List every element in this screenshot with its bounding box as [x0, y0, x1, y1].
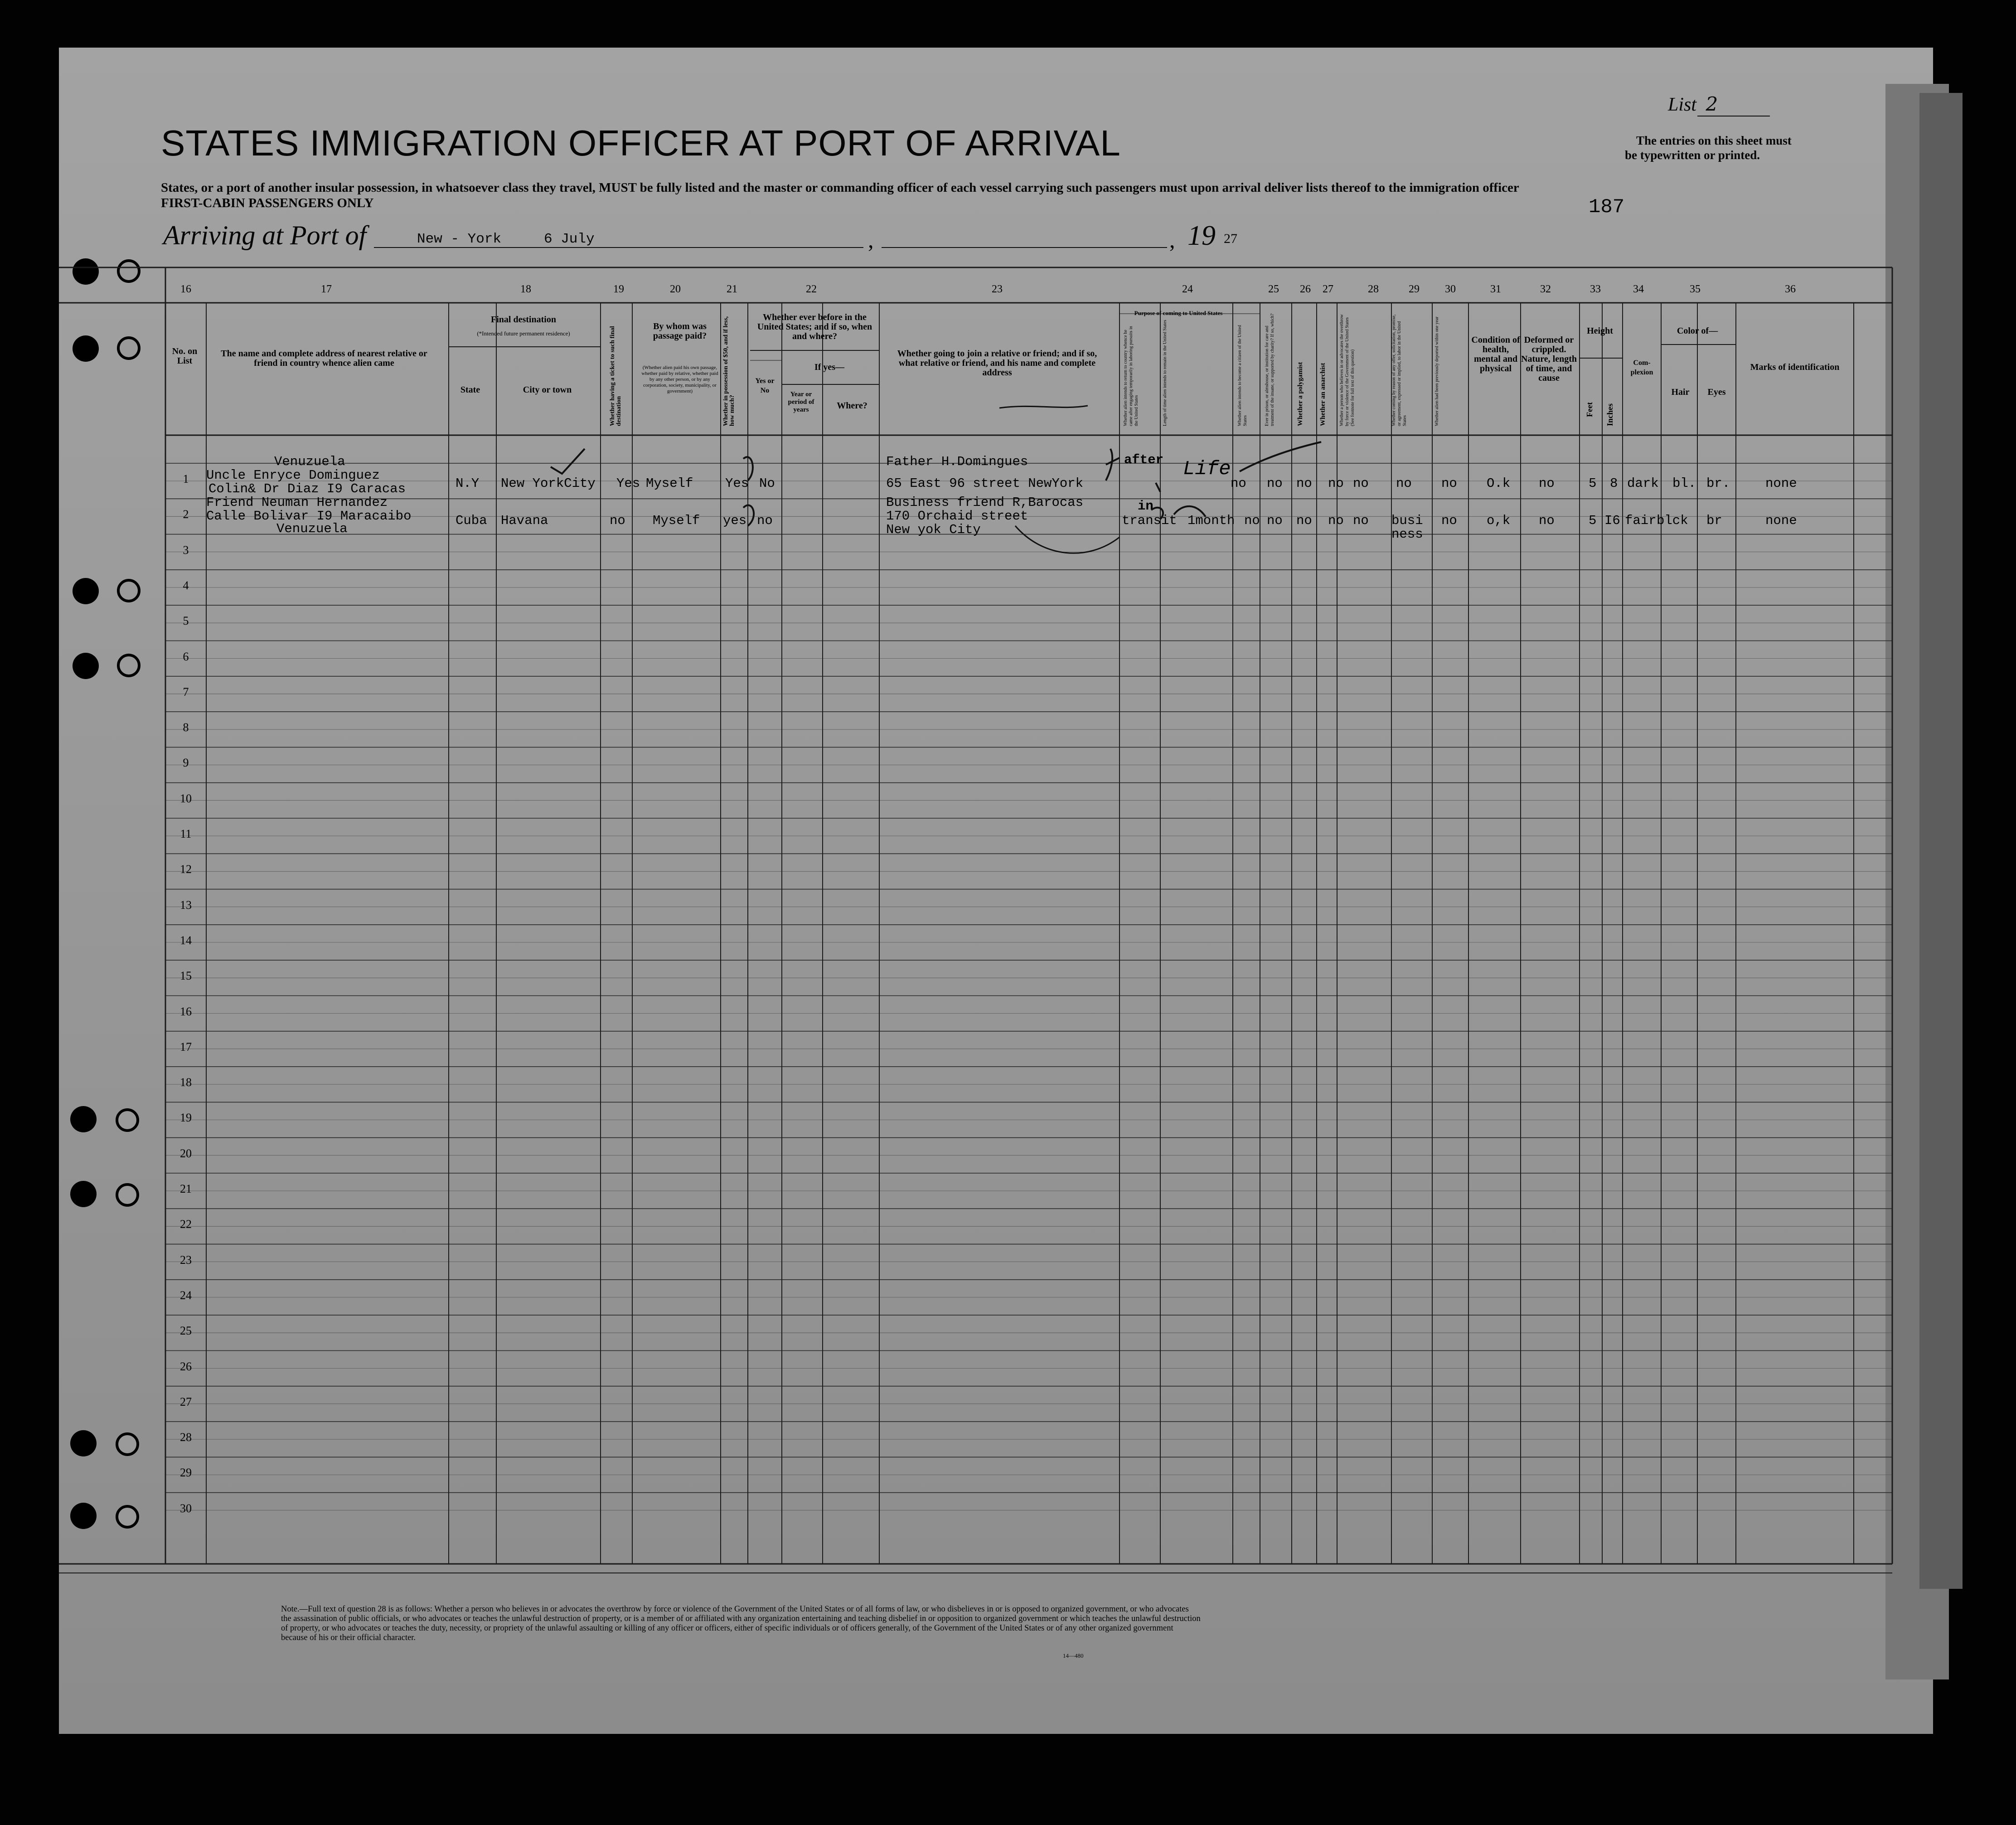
class-line: FIRST-CABIN PASSENGERS ONLY	[161, 196, 374, 210]
row-1-before: No	[759, 476, 775, 491]
header-offer: Whether coming by reason of any offer, solicitation, promise, or agreement, expressed or implied, to labor in the United States	[1391, 314, 1407, 426]
row-2-inches: I6	[1604, 513, 1620, 528]
col-num: 32	[1540, 283, 1551, 295]
row-2-purpose-a2: transit	[1122, 513, 1177, 528]
header-passage-paid-sub: (Whether alien paid his own passage, whether paid by relative, whether paid by any other person, or by any corporation, society, municipality, or government)	[641, 365, 718, 394]
typed-note-2: be typewritten or printed.	[1625, 148, 1760, 162]
col-num: 18	[520, 283, 531, 295]
col-num: 30	[1445, 283, 1456, 295]
row-number: 6	[183, 650, 189, 663]
row-1-complexion: dark	[1627, 476, 1659, 491]
row-2-ticket: no	[610, 513, 625, 528]
row-2-purpose-b: 1month	[1187, 513, 1235, 528]
row-number: 30	[180, 1501, 192, 1515]
row-2-join-name: Business friend R,Barocas	[886, 495, 1084, 510]
row-2-state: Cuba	[456, 513, 487, 528]
row-number: 10	[180, 791, 192, 805]
row-1-possession: Yes	[725, 476, 749, 491]
row-2-prison: no	[1267, 513, 1283, 528]
row-1-anarchist: no	[1328, 476, 1344, 491]
row-number: 27	[180, 1395, 192, 1408]
list-label: List 2	[1668, 93, 1718, 115]
row-number: 14	[180, 933, 192, 947]
row-2-join-city: New yok City	[886, 522, 981, 537]
row-1-relative: Uncle Enryce Dominguez	[206, 468, 380, 483]
row-1-eyes: br.	[1706, 476, 1730, 491]
row-number: 25	[180, 1324, 192, 1338]
col-num: 29	[1409, 283, 1420, 295]
row-2-deported: no	[1441, 513, 1457, 528]
row-2-eyes: br	[1706, 513, 1722, 528]
col-num: 16	[180, 283, 191, 295]
row-2-join-address: 170 Orchaid street	[886, 509, 1028, 524]
page-number: 187	[1589, 196, 1625, 218]
row-number: 29	[180, 1466, 192, 1480]
row-1-deformed: no	[1539, 476, 1555, 491]
col-num: 22	[806, 283, 817, 295]
port-value: New - York	[417, 231, 502, 247]
row-number: 5	[183, 614, 189, 628]
row-number: 19	[180, 1111, 192, 1125]
row-number: 8	[183, 721, 189, 734]
header-deformed: Deformed or crippled. Nature, length of time, and cause	[1521, 335, 1577, 383]
header-hair: Hair	[1671, 387, 1690, 397]
header-nearest-relative: The name and complete address of nearest relative or friend in country whence alien came	[221, 349, 427, 368]
header-if-yes: If yes—	[814, 362, 845, 372]
header-ticket: Whether having a ticket to such final destination	[609, 326, 622, 426]
row-2-purpose-c: no	[1244, 513, 1260, 528]
row-number: 11	[180, 827, 192, 840]
row-2-possession: yes	[723, 513, 747, 528]
comma-2: ,	[1169, 227, 1175, 252]
row-number: 20	[180, 1146, 192, 1160]
header-purpose-a: Whether alien intends to return to country whence he came after engaging temporarily in laboring pursuits in the United States	[1123, 326, 1139, 426]
header-purpose-c: Whether alien intends to become a citizen of the United States	[1237, 325, 1248, 426]
header-before-in-us: Whether ever before in the United States; and if so, when and where?	[757, 312, 872, 341]
row-1-health: O.k	[1487, 476, 1511, 491]
row-number: 26	[180, 1359, 192, 1373]
row-1-offer: no	[1396, 476, 1412, 491]
col-num: 25	[1268, 283, 1279, 295]
row-1-paid-by: Myself	[646, 476, 693, 491]
col-num: 17	[321, 283, 332, 295]
footnote: Note.—Full text of question 28 is as follows: Whether a person who believes in or advocates the overthrow by force or violence of the Government of the United States or of all forms of law, or who disbelieves in or is opposed to organized government, or who advocates the assassination of public officials, or who advocates or teaches the unlawful destruction of property, or is a member of or affiliated with any organization entertaining and teaching disbelief in or opposition to organized government or which teaches the unlawful destruction of property, or who advocates or teaches the duty, necessity, or propriety of the unlawful assaulting or killing of any officer or officers, either of specific individuals or of officers generally, of the Government of the United States or of any other organized government because of his or their official character.	[281, 1605, 1201, 1642]
row-1-relative-address: Colin& Dr Diaz I9 Caracas	[208, 481, 406, 496]
col-num: 24	[1182, 283, 1193, 295]
row-2-purpose-a: in	[1138, 499, 1153, 514]
row-1-city: New YorkCity	[501, 476, 596, 491]
row-number: 4	[183, 578, 189, 592]
row-2-overthrow: no	[1353, 513, 1369, 528]
row-2-polygamist: no	[1296, 513, 1312, 528]
row-1-purpose-b: Life	[1183, 458, 1231, 481]
header-anarchist: Whether an anarchist	[1319, 363, 1327, 426]
header-overthrow: Whether a person who believes in or advocates the overthrow by force or violence of the Government of the United States (See footnote for full text of this question)	[1339, 314, 1355, 426]
header-final-destination-sub: (*Intended future permanent residence)	[477, 330, 570, 337]
row-1-marks: none	[1765, 476, 1797, 491]
header-height: Height	[1587, 326, 1613, 336]
row-2-complexion: fair	[1625, 513, 1657, 528]
col-num: 33	[1590, 283, 1601, 295]
row-2-marks: none	[1765, 513, 1797, 528]
year-prefix: 19	[1187, 220, 1216, 251]
col-num: 23	[992, 283, 1003, 295]
header-prison: Ever in prison, or almshouse, or institution for care and treatment of the insane, or supported by charity? If so, which?	[1265, 313, 1275, 426]
form-number: 14—480	[1063, 1652, 1084, 1659]
row-2-hair: blck	[1657, 513, 1688, 528]
col-num: 27	[1323, 283, 1333, 295]
row-number: 12	[180, 863, 192, 876]
row-1-hair: bl.	[1672, 476, 1696, 491]
comma-1: ,	[868, 227, 874, 252]
row-1-inches: 8	[1610, 476, 1618, 491]
typed-note-1: The entries on this sheet must	[1636, 134, 1792, 147]
header-final-destination: Final destination	[491, 315, 556, 325]
row-1-join-address: 65 East 96 street NewYork	[886, 476, 1084, 491]
header-color-of: Color of—	[1677, 326, 1718, 336]
year-suffix: 27	[1224, 231, 1237, 246]
row-1-state: N.Y	[456, 476, 480, 491]
row-1-purpose-a: after	[1124, 452, 1164, 467]
row-2-feet: 5	[1589, 513, 1597, 528]
row-2-relative-address: Calle Bolivar I9 Maracaibo	[206, 509, 412, 524]
header-state: State	[460, 385, 480, 395]
date-value: 6 July	[544, 231, 595, 247]
header-polygamist: Whether a polygamist	[1297, 362, 1304, 426]
row-2-health: o,k	[1487, 513, 1511, 528]
header-inches: Inches	[1605, 403, 1614, 426]
row-number: 18	[180, 1076, 192, 1089]
header-where: Where?	[837, 401, 867, 411]
row-number: 7	[183, 685, 189, 699]
header-possession-50: Whether in possession of $50, and if less, how much?	[722, 316, 736, 426]
col-num: 21	[727, 283, 737, 295]
row-1-overthrow: no	[1353, 476, 1369, 491]
header-yes-no: Yes or No	[755, 377, 775, 394]
list-number: 2	[1706, 93, 1718, 115]
col-num: 20	[670, 283, 681, 295]
row-1-deported: no	[1441, 476, 1457, 491]
row-number: 15	[180, 969, 192, 983]
header-no-on-list: No. on List	[172, 346, 198, 366]
row-2-offer-cont: ness	[1391, 527, 1423, 542]
row-2-paid-by: Myself	[653, 513, 700, 528]
row-number: 22	[180, 1218, 192, 1231]
header-period: Year or period of years	[788, 391, 814, 413]
header-feet: Feet	[1585, 402, 1594, 417]
header-health: Condition of health, mental and physical	[1471, 335, 1520, 374]
instruction-line: States, or a port of another insular possession, in whatsoever class they travel, MUST be fully listed and the master or commanding officer of each vessel carrying such passengers must upon arrival deliver lists thereof to the immigration officer	[161, 180, 1519, 195]
header-purpose-b: Length of time alien intends to remain in the United States	[1163, 320, 1168, 426]
row-number: 17	[180, 1040, 192, 1053]
row-2-offer: busi	[1391, 513, 1423, 528]
col-num: 36	[1785, 283, 1796, 295]
col-num: 19	[613, 283, 624, 295]
header-marks: Marks of identification	[1750, 362, 1840, 372]
col-num: 35	[1690, 283, 1701, 295]
row-number: 2	[183, 508, 189, 521]
row-1-country: Venuzuela	[274, 454, 345, 469]
row-1-feet: 5	[1589, 476, 1597, 491]
row-1-ticket: Yes	[616, 476, 640, 491]
header-complexion: Com-plexion	[1630, 359, 1653, 376]
col-num: 31	[1490, 283, 1501, 295]
header-passage-paid: By whom was passage paid?	[653, 321, 707, 341]
header-deported: Whether alien had been previously deported within one year	[1434, 316, 1439, 426]
row-number: 9	[183, 756, 189, 770]
row-1-polygamist: no	[1296, 476, 1312, 491]
row-number: 3	[183, 543, 189, 557]
row-number: 21	[180, 1182, 192, 1195]
row-2-relative: Friend Neuman Hernandez	[206, 495, 388, 510]
header-joining: Whether going to join a relative or friend; and if so, what relative or friend, and his name and complete address	[897, 349, 1097, 378]
row-2-before: no	[757, 513, 773, 528]
row-2-deformed: no	[1539, 513, 1555, 528]
row-2-country: Venuzuela	[276, 521, 348, 536]
row-number: 13	[180, 898, 192, 912]
row-number: 24	[180, 1288, 192, 1302]
row-number: 28	[180, 1431, 192, 1444]
col-num: 34	[1633, 283, 1644, 295]
col-num: 28	[1368, 283, 1379, 295]
header-city: City or town	[523, 385, 572, 395]
header-purpose: Purpose of coming to United States	[1134, 310, 1223, 316]
header-eyes: Eyes	[1707, 387, 1726, 397]
row-1-prison: no	[1267, 476, 1283, 491]
row-1-purpose-c: no	[1231, 476, 1246, 491]
page-title: STATES IMMIGRATION OFFICER AT PORT OF ARRIVAL	[161, 123, 1121, 163]
row-number: 1	[183, 472, 189, 485]
row-1-join-name: Father H.Domingues	[886, 454, 1028, 469]
row-2-city: Havana	[501, 513, 548, 528]
row-number: 23	[180, 1253, 192, 1267]
row-number: 16	[180, 1005, 192, 1018]
row-2-anarchist: no	[1328, 513, 1344, 528]
arriving-label: Arriving at Port of	[163, 220, 367, 250]
col-num: 26	[1300, 283, 1311, 295]
